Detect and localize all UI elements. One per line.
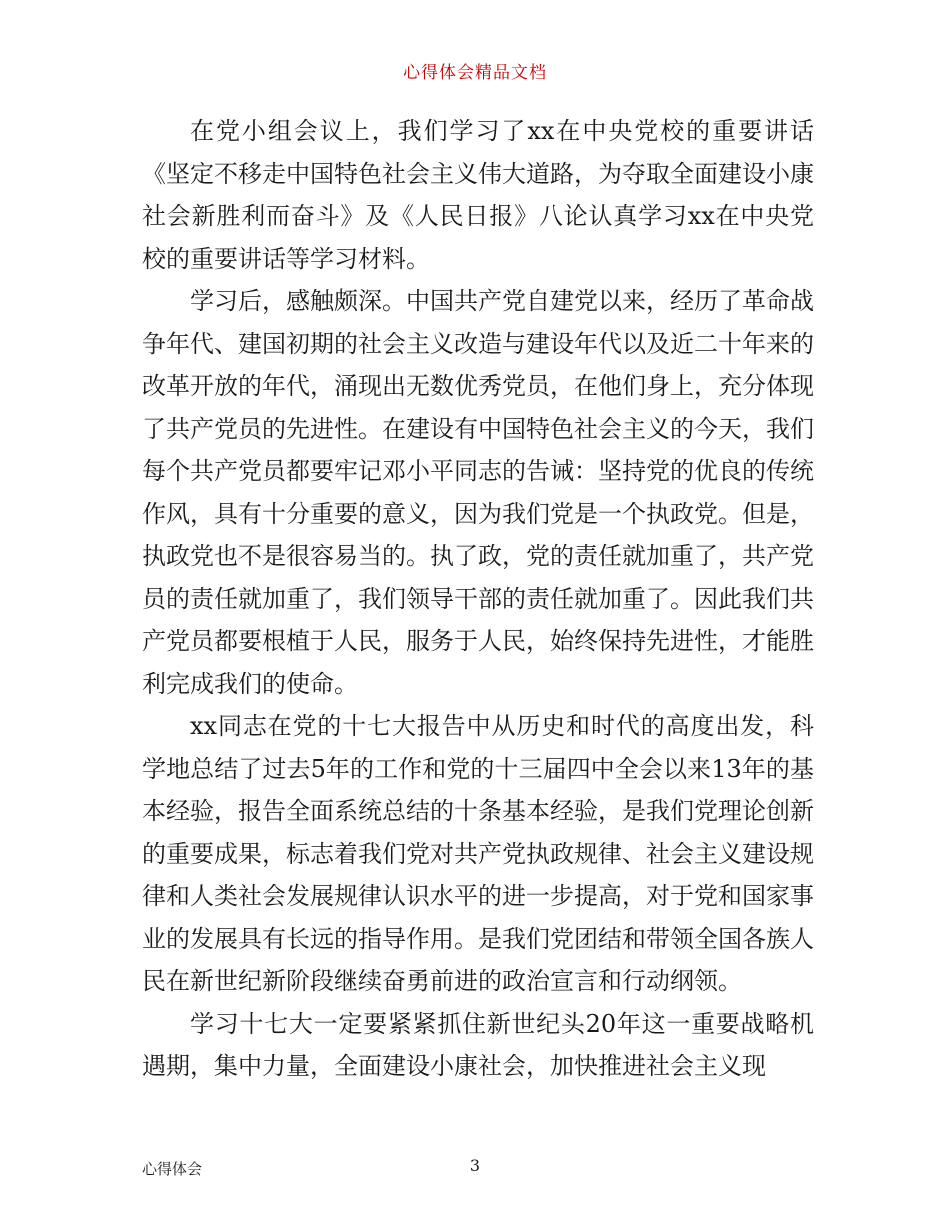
paragraph-2: 学习后，感触颇深。中国共产党自建党以来，经历了革命战争年代、建国初期的社会主义改造与建设年代以及近二十年来的改革开放的年代，涌现出无数优秀党员，在他们身上，充分体现了共产党员的先进性。在建设有中国特色社会主义的今天，我们每个共产党员都要牢记邓小平同志的告诫：坚持党的优良的传统作风，具有十分重要的意义，因为我们党是一个执政党。但是，执政党也不是很容易当的。执了政，党的责任就加重了，共产党员的责任就加重了，我们领导干部的责任就加重了。因此我们共产党员都要根植于人民，服务于人民，始终保持先进性，才能胜利完成我们的使命。 (142, 287, 814, 698)
footer-label: 心得体会 (142, 1160, 203, 1178)
paragraph-4: 学习十七大一定要紧紧抓住新世纪头20年这一重要战略机遇期，集中力量，全面建设小康社会，加快推进社会主义现 (142, 1009, 814, 1080)
document-body (142, 110, 814, 1088)
paragraph-1: 在党小组会议上，我们学习了xx在中央党校的重要讲话《坚定不移走中国特色社会主义伟大道路，为夺取全面建设小康社会新胜利而奋斗》及《人民日报》八论认真学习xx在中央党校的重要讲话等学习材料。 (142, 117, 814, 273)
paragraph-3: xx同志在党的十七大报告中从历史和时代的高度出发，科学地总结了过去5年的工作和党的十三届四中全会以来13年的基本经验，报告全面系统总结的十条基本经验，是我们党理论创新的重要成果，标志着我们党对共产党执政规律、社会主义建设规律和人类社会发展规律认识水平的进一步提高，对于党和国家事业的发展具有长远的指导作用。是我们党团结和带领全国各族人民在新世纪新阶段继续奋勇前进的政治宣言和行动纲领。 (142, 712, 814, 995)
page-header-title: 心得体会精品文档 (403, 63, 547, 83)
page-number: 3 (469, 1156, 481, 1175)
